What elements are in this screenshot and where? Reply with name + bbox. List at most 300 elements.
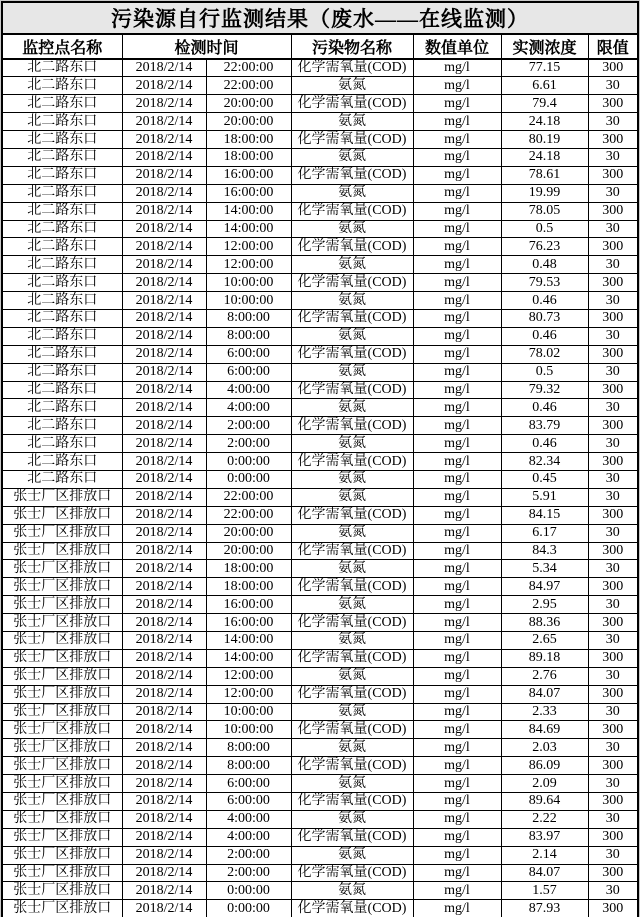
col-header-limit: 限值 (588, 34, 638, 59)
site-cell: 张士厂区排放口 (2, 596, 122, 614)
unit-cell: mg/l (413, 793, 501, 811)
table-row (2, 846, 638, 864)
time-cell: 0:00:00 (206, 900, 291, 917)
value-cell: 19.99 (501, 184, 588, 202)
limit-cell: 300 (588, 131, 638, 149)
pollutant-cell: 化学需氧量(COD) (291, 381, 413, 399)
value-cell: 87.93 (501, 900, 588, 917)
value-cell: 0.46 (501, 399, 588, 417)
date-cell: 2018/2/14 (122, 632, 206, 650)
table-row (2, 95, 638, 113)
time-cell: 8:00:00 (206, 739, 291, 757)
table-row (2, 793, 638, 811)
value-cell: 83.97 (501, 828, 588, 846)
site-cell: 北二路东口 (2, 166, 122, 184)
value-cell: 84.07 (501, 685, 588, 703)
header-row (2, 34, 638, 59)
unit-cell: mg/l (413, 166, 501, 184)
date-cell: 2018/2/14 (122, 327, 206, 345)
pollutant-cell: 化学需氧量(COD) (291, 453, 413, 471)
time-cell: 14:00:00 (206, 202, 291, 220)
site-cell: 北二路东口 (2, 435, 122, 453)
pollutant-cell: 氨氮 (291, 256, 413, 274)
time-cell: 18:00:00 (206, 560, 291, 578)
unit-cell: mg/l (413, 900, 501, 917)
limit-cell: 300 (588, 757, 638, 775)
time-cell: 6:00:00 (206, 793, 291, 811)
value-cell: 83.79 (501, 417, 588, 435)
value-cell: 78.05 (501, 202, 588, 220)
time-cell: 6:00:00 (206, 775, 291, 793)
site-cell: 张士厂区排放口 (2, 739, 122, 757)
limit-cell: 30 (588, 363, 638, 381)
pollutant-cell: 化学需氧量(COD) (291, 166, 413, 184)
col-header-value: 实测浓度 (501, 34, 588, 59)
date-cell: 2018/2/14 (122, 381, 206, 399)
pollutant-cell: 氨氮 (291, 327, 413, 345)
date-cell: 2018/2/14 (122, 685, 206, 703)
value-cell: 84.97 (501, 578, 588, 596)
time-cell: 22:00:00 (206, 506, 291, 524)
time-cell: 14:00:00 (206, 220, 291, 238)
col-header-time: 检测时间 (122, 34, 291, 59)
pollutant-cell: 化学需氧量(COD) (291, 131, 413, 149)
date-cell: 2018/2/14 (122, 900, 206, 917)
limit-cell: 300 (588, 453, 638, 471)
limit-cell: 30 (588, 560, 638, 578)
title-row (2, 2, 638, 34)
time-cell: 20:00:00 (206, 542, 291, 560)
table-row (2, 148, 638, 166)
site-cell: 张士厂区排放口 (2, 793, 122, 811)
site-cell: 张士厂区排放口 (2, 560, 122, 578)
site-cell: 北二路东口 (2, 292, 122, 310)
table-row (2, 757, 638, 775)
pollutant-cell: 化学需氧量(COD) (291, 506, 413, 524)
unit-cell: mg/l (413, 59, 501, 77)
table-row (2, 256, 638, 274)
unit-cell: mg/l (413, 703, 501, 721)
site-cell: 张士厂区排放口 (2, 649, 122, 667)
time-cell: 20:00:00 (206, 113, 291, 131)
unit-cell: mg/l (413, 596, 501, 614)
time-cell: 12:00:00 (206, 685, 291, 703)
value-cell: 0.46 (501, 292, 588, 310)
time-cell: 18:00:00 (206, 148, 291, 166)
table-row (2, 524, 638, 542)
limit-cell: 300 (588, 417, 638, 435)
date-cell: 2018/2/14 (122, 345, 206, 363)
time-cell: 18:00:00 (206, 578, 291, 596)
limit-cell: 30 (588, 775, 638, 793)
table-row (2, 506, 638, 524)
site-cell: 北二路东口 (2, 453, 122, 471)
unit-cell: mg/l (413, 506, 501, 524)
pollutant-cell: 氨氮 (291, 363, 413, 381)
limit-cell: 30 (588, 220, 638, 238)
value-cell: 2.95 (501, 596, 588, 614)
limit-cell: 30 (588, 882, 638, 900)
date-cell: 2018/2/14 (122, 882, 206, 900)
unit-cell: mg/l (413, 649, 501, 667)
unit-cell: mg/l (413, 524, 501, 542)
site-cell: 北二路东口 (2, 381, 122, 399)
site-cell: 张士厂区排放口 (2, 846, 122, 864)
table-row (2, 828, 638, 846)
site-cell: 张士厂区排放口 (2, 703, 122, 721)
date-cell: 2018/2/14 (122, 596, 206, 614)
unit-cell: mg/l (413, 435, 501, 453)
limit-cell: 300 (588, 828, 638, 846)
pollutant-cell: 化学需氧量(COD) (291, 345, 413, 363)
table-row (2, 381, 638, 399)
value-cell: 79.53 (501, 274, 588, 292)
pollutant-cell: 氨氮 (291, 488, 413, 506)
col-header-unit: 数值单位 (413, 34, 501, 59)
time-cell: 10:00:00 (206, 721, 291, 739)
limit-cell: 30 (588, 596, 638, 614)
value-cell: 2.65 (501, 632, 588, 650)
unit-cell: mg/l (413, 292, 501, 310)
pollutant-cell: 氨氮 (291, 810, 413, 828)
table-body (2, 59, 638, 917)
time-cell: 2:00:00 (206, 864, 291, 882)
time-cell: 22:00:00 (206, 488, 291, 506)
unit-cell: mg/l (413, 685, 501, 703)
site-cell: 张士厂区排放口 (2, 721, 122, 739)
time-cell: 4:00:00 (206, 810, 291, 828)
site-cell: 北二路东口 (2, 327, 122, 345)
unit-cell: mg/l (413, 113, 501, 131)
time-cell: 8:00:00 (206, 327, 291, 345)
table-row (2, 864, 638, 882)
site-cell: 北二路东口 (2, 148, 122, 166)
unit-cell: mg/l (413, 488, 501, 506)
unit-cell: mg/l (413, 578, 501, 596)
date-cell: 2018/2/14 (122, 309, 206, 327)
limit-cell: 300 (588, 166, 638, 184)
time-cell: 8:00:00 (206, 757, 291, 775)
time-cell: 0:00:00 (206, 453, 291, 471)
monitoring-table (1, 1, 639, 917)
date-cell: 2018/2/14 (122, 614, 206, 632)
table-row (2, 202, 638, 220)
pollutant-cell: 化学需氧量(COD) (291, 578, 413, 596)
value-cell: 2.14 (501, 846, 588, 864)
value-cell: 77.15 (501, 59, 588, 77)
time-cell: 16:00:00 (206, 184, 291, 202)
unit-cell: mg/l (413, 327, 501, 345)
table-row (2, 810, 638, 828)
site-cell: 北二路东口 (2, 274, 122, 292)
limit-cell: 30 (588, 113, 638, 131)
table-row (2, 435, 638, 453)
time-cell: 16:00:00 (206, 596, 291, 614)
unit-cell: mg/l (413, 614, 501, 632)
pollutant-cell: 化学需氧量(COD) (291, 202, 413, 220)
pollutant-cell: 氨氮 (291, 184, 413, 202)
time-cell: 0:00:00 (206, 470, 291, 488)
table-row (2, 345, 638, 363)
site-cell: 北二路东口 (2, 220, 122, 238)
unit-cell: mg/l (413, 810, 501, 828)
unit-cell: mg/l (413, 256, 501, 274)
date-cell: 2018/2/14 (122, 524, 206, 542)
time-cell: 14:00:00 (206, 632, 291, 650)
limit-cell: 300 (588, 793, 638, 811)
limit-cell: 30 (588, 184, 638, 202)
pollutant-cell: 化学需氧量(COD) (291, 757, 413, 775)
date-cell: 2018/2/14 (122, 703, 206, 721)
limit-cell: 300 (588, 59, 638, 77)
time-cell: 22:00:00 (206, 59, 291, 77)
site-cell: 北二路东口 (2, 363, 122, 381)
time-cell: 12:00:00 (206, 238, 291, 256)
pollutant-cell: 化学需氧量(COD) (291, 828, 413, 846)
site-cell: 北二路东口 (2, 59, 122, 77)
unit-cell: mg/l (413, 775, 501, 793)
date-cell: 2018/2/14 (122, 238, 206, 256)
table-row (2, 363, 638, 381)
time-cell: 18:00:00 (206, 131, 291, 149)
value-cell: 2.03 (501, 739, 588, 757)
site-cell: 北二路东口 (2, 470, 122, 488)
table-row (2, 632, 638, 650)
date-cell: 2018/2/14 (122, 166, 206, 184)
site-cell: 张士厂区排放口 (2, 864, 122, 882)
limit-cell: 300 (588, 578, 638, 596)
table-row (2, 131, 638, 149)
site-cell: 北二路东口 (2, 345, 122, 363)
time-cell: 22:00:00 (206, 77, 291, 95)
unit-cell: mg/l (413, 131, 501, 149)
value-cell: 0.5 (501, 220, 588, 238)
pollutant-cell: 化学需氧量(COD) (291, 649, 413, 667)
pollutant-cell: 氨氮 (291, 882, 413, 900)
table-row (2, 238, 638, 256)
value-cell: 5.91 (501, 488, 588, 506)
unit-cell: mg/l (413, 542, 501, 560)
unit-cell: mg/l (413, 667, 501, 685)
site-cell: 张士厂区排放口 (2, 810, 122, 828)
limit-cell: 300 (588, 542, 638, 560)
time-cell: 10:00:00 (206, 703, 291, 721)
pollutant-cell: 化学需氧量(COD) (291, 793, 413, 811)
value-cell: 0.46 (501, 435, 588, 453)
value-cell: 82.34 (501, 453, 588, 471)
pollutant-cell: 氨氮 (291, 113, 413, 131)
limit-cell: 300 (588, 506, 638, 524)
date-cell: 2018/2/14 (122, 828, 206, 846)
pollutant-cell: 氨氮 (291, 524, 413, 542)
unit-cell: mg/l (413, 757, 501, 775)
value-cell: 80.73 (501, 309, 588, 327)
limit-cell: 300 (588, 95, 638, 113)
pollutant-cell: 氨氮 (291, 435, 413, 453)
table-row (2, 292, 638, 310)
table-row (2, 59, 638, 77)
site-cell: 北二路东口 (2, 184, 122, 202)
limit-cell: 300 (588, 721, 638, 739)
table-row (2, 739, 638, 757)
date-cell: 2018/2/14 (122, 274, 206, 292)
table-row (2, 417, 638, 435)
time-cell: 10:00:00 (206, 274, 291, 292)
unit-cell: mg/l (413, 846, 501, 864)
site-cell: 张士厂区排放口 (2, 578, 122, 596)
value-cell: 5.34 (501, 560, 588, 578)
time-cell: 12:00:00 (206, 256, 291, 274)
date-cell: 2018/2/14 (122, 131, 206, 149)
date-cell: 2018/2/14 (122, 184, 206, 202)
site-cell: 北二路东口 (2, 95, 122, 113)
unit-cell: mg/l (413, 274, 501, 292)
value-cell: 80.19 (501, 131, 588, 149)
date-cell: 2018/2/14 (122, 757, 206, 775)
date-cell: 2018/2/14 (122, 542, 206, 560)
time-cell: 8:00:00 (206, 309, 291, 327)
unit-cell: mg/l (413, 864, 501, 882)
table-row (2, 309, 638, 327)
limit-cell: 300 (588, 274, 638, 292)
limit-cell: 300 (588, 685, 638, 703)
site-cell: 北二路东口 (2, 256, 122, 274)
site-cell: 张士厂区排放口 (2, 667, 122, 685)
site-cell: 张士厂区排放口 (2, 542, 122, 560)
unit-cell: mg/l (413, 202, 501, 220)
unit-cell: mg/l (413, 184, 501, 202)
date-cell: 2018/2/14 (122, 775, 206, 793)
date-cell: 2018/2/14 (122, 202, 206, 220)
value-cell: 2.33 (501, 703, 588, 721)
table-row (2, 685, 638, 703)
unit-cell: mg/l (413, 632, 501, 650)
date-cell: 2018/2/14 (122, 77, 206, 95)
table-row (2, 453, 638, 471)
limit-cell: 30 (588, 524, 638, 542)
site-cell: 张士厂区排放口 (2, 775, 122, 793)
pollutant-cell: 氨氮 (291, 632, 413, 650)
site-cell: 北二路东口 (2, 202, 122, 220)
value-cell: 2.76 (501, 667, 588, 685)
site-cell: 张士厂区排放口 (2, 506, 122, 524)
table-row (2, 184, 638, 202)
value-cell: 79.32 (501, 381, 588, 399)
date-cell: 2018/2/14 (122, 846, 206, 864)
limit-cell: 300 (588, 309, 638, 327)
site-cell: 北二路东口 (2, 309, 122, 327)
site-cell: 北二路东口 (2, 399, 122, 417)
value-cell: 6.17 (501, 524, 588, 542)
date-cell: 2018/2/14 (122, 667, 206, 685)
limit-cell: 30 (588, 435, 638, 453)
time-cell: 20:00:00 (206, 95, 291, 113)
time-cell: 14:00:00 (206, 649, 291, 667)
date-cell: 2018/2/14 (122, 560, 206, 578)
table-row (2, 667, 638, 685)
time-cell: 4:00:00 (206, 828, 291, 846)
site-cell: 张士厂区排放口 (2, 488, 122, 506)
value-cell: 89.18 (501, 649, 588, 667)
unit-cell: mg/l (413, 381, 501, 399)
limit-cell: 30 (588, 256, 638, 274)
pollutant-cell: 氨氮 (291, 739, 413, 757)
site-cell: 张士厂区排放口 (2, 882, 122, 900)
date-cell: 2018/2/14 (122, 113, 206, 131)
pollutant-cell: 化学需氧量(COD) (291, 614, 413, 632)
unit-cell: mg/l (413, 417, 501, 435)
table-row (2, 113, 638, 131)
pollutant-cell: 化学需氧量(COD) (291, 542, 413, 560)
unit-cell: mg/l (413, 739, 501, 757)
value-cell: 24.18 (501, 113, 588, 131)
value-cell: 79.4 (501, 95, 588, 113)
col-header-site: 监控点名称 (2, 34, 122, 59)
unit-cell: mg/l (413, 721, 501, 739)
table-row (2, 721, 638, 739)
date-cell: 2018/2/14 (122, 649, 206, 667)
date-cell: 2018/2/14 (122, 363, 206, 381)
site-cell: 张士厂区排放口 (2, 900, 122, 917)
unit-cell: mg/l (413, 77, 501, 95)
table-row (2, 882, 638, 900)
limit-cell: 30 (588, 632, 638, 650)
pollutant-cell: 化学需氧量(COD) (291, 864, 413, 882)
date-cell: 2018/2/14 (122, 417, 206, 435)
value-cell: 88.36 (501, 614, 588, 632)
date-cell: 2018/2/14 (122, 739, 206, 757)
date-cell: 2018/2/14 (122, 453, 206, 471)
unit-cell: mg/l (413, 220, 501, 238)
limit-cell: 30 (588, 810, 638, 828)
table-row (2, 578, 638, 596)
time-cell: 10:00:00 (206, 292, 291, 310)
pollutant-cell: 氨氮 (291, 470, 413, 488)
site-cell: 张士厂区排放口 (2, 614, 122, 632)
date-cell: 2018/2/14 (122, 399, 206, 417)
pollutant-cell: 氨氮 (291, 775, 413, 793)
date-cell: 2018/2/14 (122, 435, 206, 453)
value-cell: 0.45 (501, 470, 588, 488)
value-cell: 0.48 (501, 256, 588, 274)
pollutant-cell: 氨氮 (291, 596, 413, 614)
time-cell: 4:00:00 (206, 381, 291, 399)
table-row (2, 274, 638, 292)
limit-cell: 30 (588, 667, 638, 685)
table-row (2, 775, 638, 793)
pollutant-cell: 化学需氧量(COD) (291, 685, 413, 703)
time-cell: 4:00:00 (206, 399, 291, 417)
value-cell: 89.64 (501, 793, 588, 811)
value-cell: 1.57 (501, 882, 588, 900)
date-cell: 2018/2/14 (122, 256, 206, 274)
pollutant-cell: 化学需氧量(COD) (291, 900, 413, 917)
unit-cell: mg/l (413, 453, 501, 471)
pollutant-cell: 化学需氧量(COD) (291, 59, 413, 77)
limit-cell: 300 (588, 614, 638, 632)
table-row (2, 77, 638, 95)
date-cell: 2018/2/14 (122, 95, 206, 113)
date-cell: 2018/2/14 (122, 470, 206, 488)
pollutant-cell: 化学需氧量(COD) (291, 95, 413, 113)
date-cell: 2018/2/14 (122, 148, 206, 166)
time-cell: 2:00:00 (206, 435, 291, 453)
value-cell: 2.09 (501, 775, 588, 793)
pollutant-cell: 氨氮 (291, 667, 413, 685)
limit-cell: 30 (588, 148, 638, 166)
col-header-pollutant: 污染物名称 (291, 34, 413, 59)
unit-cell: mg/l (413, 470, 501, 488)
